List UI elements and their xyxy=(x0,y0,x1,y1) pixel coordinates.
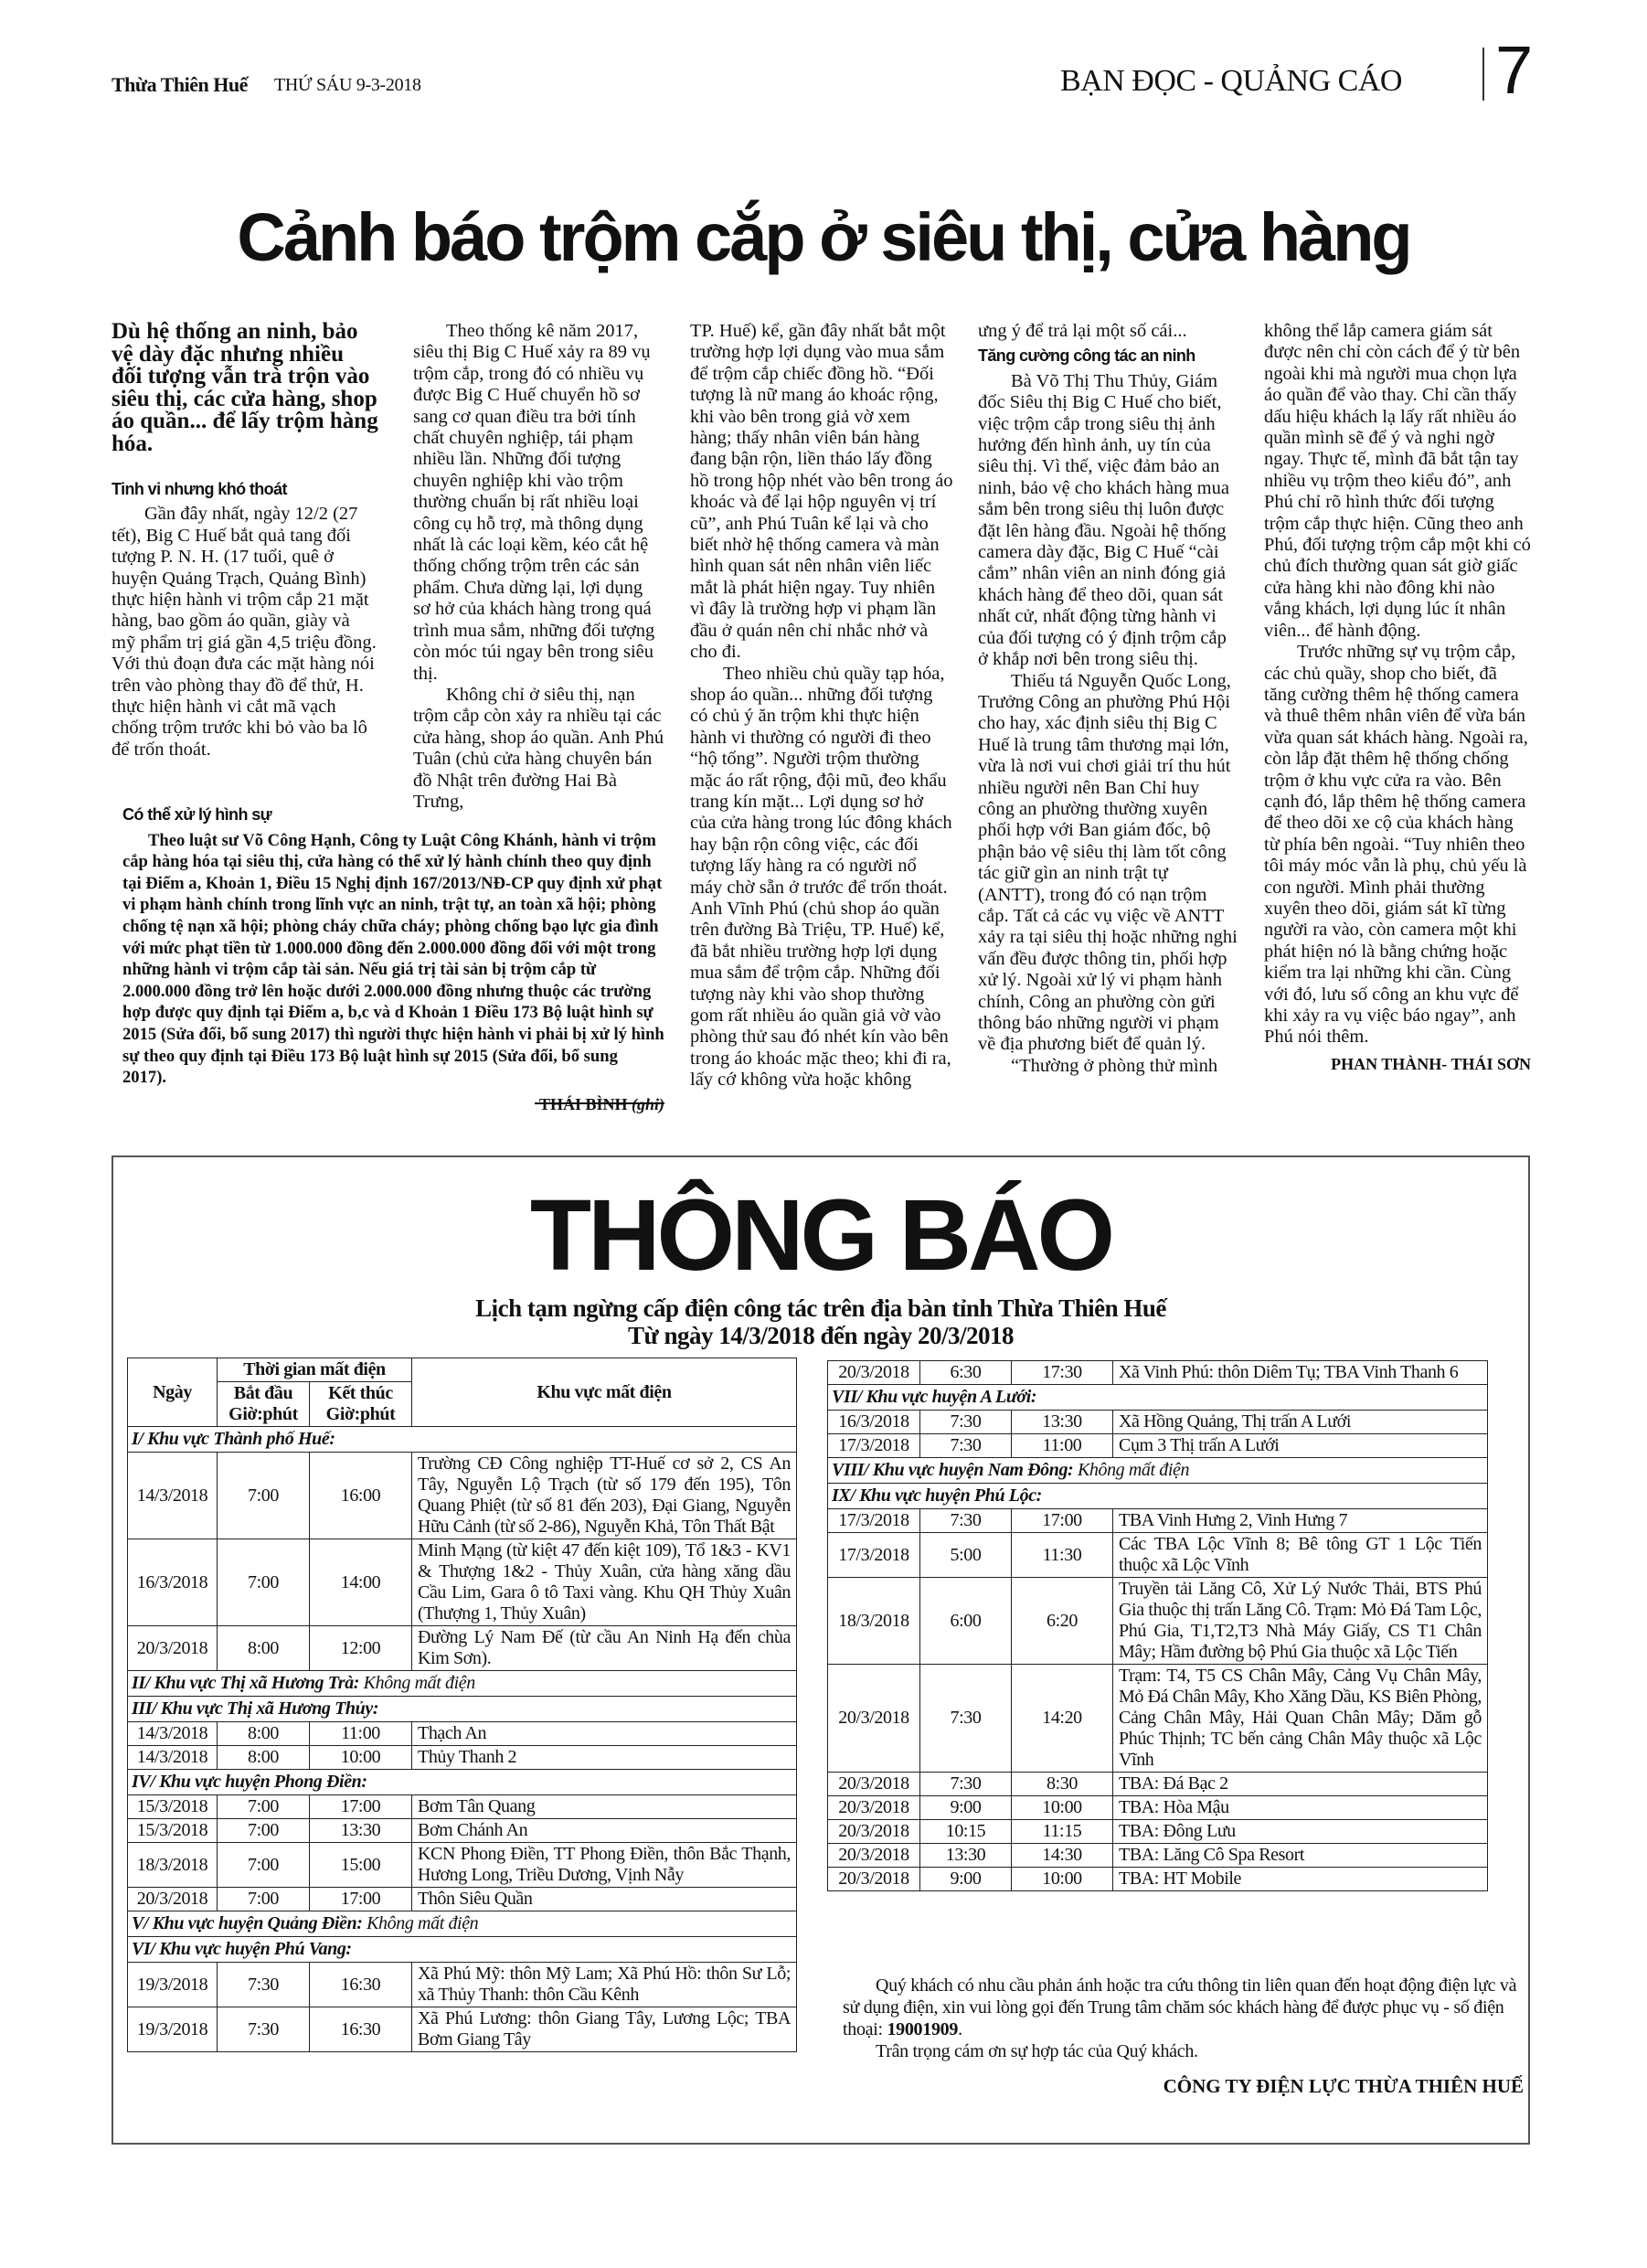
section-row xyxy=(128,1697,797,1722)
cell-date: 18/3/2018 xyxy=(128,1843,218,1888)
cell-start: 9:00 xyxy=(920,1796,1012,1820)
cell-start: 7:30 xyxy=(920,1773,1012,1796)
cell-start: 7:30 xyxy=(920,1434,1012,1458)
header-time-group: Thời gian mất điện xyxy=(218,1358,412,1382)
cell-end: 11:00 xyxy=(1012,1434,1113,1458)
cell-area: Trường CĐ Công nghiệp TT-Huế cơ sở 2, CS An Tây, Nguyễn Lộ Trạch (từ số 179 đến 195), Tôn Quang Phiệt (từ số 81 đến 203), Đại Giang, Nguyễn Hữu Cảnh (từ số 2-86), Nguyễn Khả, Tôn Thất Bật xyxy=(412,1453,797,1539)
cell-date: 19/3/2018 xyxy=(128,1963,218,2007)
cell-end: 11:15 xyxy=(1012,1820,1113,1844)
section-row xyxy=(828,1484,1488,1509)
section-label xyxy=(128,1697,797,1722)
section-note: Không mất điện xyxy=(1077,1460,1190,1480)
table-row xyxy=(828,1578,1488,1665)
table-row xyxy=(128,1453,797,1539)
outage-table-right xyxy=(827,1360,1488,1891)
legal-heading: Có thể xử lý hình sự xyxy=(122,805,272,824)
table-row xyxy=(828,1820,1488,1844)
section-row xyxy=(828,1458,1488,1484)
cell-start: 6:00 xyxy=(920,1578,1012,1665)
cell-area: TBA Vinh Hưng 2, Vinh Hưng 7 xyxy=(1113,1509,1488,1533)
cell-end: 11:00 xyxy=(310,1722,412,1746)
header-area: Khu vực mất điện xyxy=(412,1358,797,1427)
section-label xyxy=(828,1385,1488,1411)
cell-end: 15:00 xyxy=(310,1843,412,1888)
cell-start: 10:15 xyxy=(920,1820,1012,1844)
cell-date: 16/3/2018 xyxy=(828,1411,920,1434)
cell-end: 12:00 xyxy=(310,1626,412,1671)
section-row xyxy=(128,1937,797,1963)
cell-end: 14:30 xyxy=(1012,1844,1113,1868)
notice-date-range: Từ ngày 14/3/2018 đến ngày 20/3/2018 xyxy=(627,1322,1014,1349)
page-number: 7 xyxy=(1495,32,1534,108)
cell-end: 13:30 xyxy=(310,1819,412,1843)
cell-date: 20/3/2018 xyxy=(828,1820,920,1844)
section-label xyxy=(828,1484,1488,1509)
cell-date: 16/3/2018 xyxy=(128,1539,218,1626)
cell-area: Bơm Chánh An xyxy=(412,1819,797,1843)
cell-date: 20/3/2018 xyxy=(828,1844,920,1868)
cell-area: TBA: Hòa Mậu xyxy=(1113,1796,1488,1820)
cell-date: 20/3/2018 xyxy=(828,1773,920,1796)
section-label xyxy=(128,1937,797,1963)
cell-start: 13:30 xyxy=(920,1844,1012,1868)
cell-start: 7:00 xyxy=(218,1795,310,1819)
header-divider xyxy=(1482,48,1484,101)
article-paragraph: không thể lắp camera giám sát được nên chỉ còn cách để ý từ bên ngoài khi mà người mua chọn lựa áo quần để vào thay. Chỉ cần thấy dấu hiệu khách lạ lấy rất nhiều áo quần mình sẽ để ý và nghi ngờ ngay. Thực tế, mình đã bắt tận tay nhiều vụ trộm theo kiểu đó”, anh Phú chỉ rõ hình thức đối tượng trộm cắp thực hiện. Cũng theo anh Phú, đối tượng trộm cắp một khi có chủ đích thường quan sát giờ giấc cửa hàng khi nào đông khi nào vắng khách, lợi dụng lúc ít nhân viên... để hành động. xyxy=(1264,321,1531,641)
cell-end: 11:30 xyxy=(1012,1533,1113,1578)
headline-container xyxy=(0,174,1647,302)
cell-date: 14/3/2018 xyxy=(128,1453,218,1539)
cell-end: 16:30 xyxy=(310,1963,412,2007)
table-row xyxy=(128,1963,797,2007)
header-date: Ngày xyxy=(128,1358,218,1427)
article-paragraph: TP. Huế) kể, gần đây nhất bắt một trường hợp lợi dụng vào mua sắm để trộm cắp chiếc đồng hồ. “Đối tượng là nữ mang áo khoác rộng, khi vào bên trong giả vờ xem hàng; thấy nhân viên bán hàng đang bận rộn, liền tháo lấy đồng hồ trong hộp nhét vào bên trong áo khoác và để lại hộp nguyên vị trí cũ”, anh Phú Tuân kể lại và cho biết nhờ hệ thống camera và màn hình quan sát nên nhân viên liếc mắt là phát hiện ngay. Tuy nhiên vì đây là trường hợp vi phạm lần đầu ở quán nên chỉ nhắc nhở và cho đi. xyxy=(690,321,953,663)
company-signature: CÔNG TY ĐIỆN LỰC THỪA THIÊN HUẾ xyxy=(1163,2075,1524,2097)
cell-start: 8:00 xyxy=(218,1626,310,1671)
article-byline: PHAN THÀNH- THÁI SƠN xyxy=(1331,1054,1531,1073)
table-row xyxy=(828,1796,1488,1820)
cell-date: 20/3/2018 xyxy=(128,1626,218,1671)
table-row xyxy=(128,1746,797,1770)
cell-date: 17/3/2018 xyxy=(828,1533,920,1578)
section-label xyxy=(128,1427,797,1453)
cell-date: 14/3/2018 xyxy=(128,1722,218,1746)
section-title: I/ Khu vực Thành phố Huế: xyxy=(132,1429,335,1449)
cell-area: Thạch An xyxy=(412,1722,797,1746)
cell-start: 8:00 xyxy=(218,1722,310,1746)
table-row xyxy=(828,1844,1488,1868)
notice-title: THÔNG BÁO xyxy=(529,1179,1112,1292)
section-title: II/ Khu vực Thị xã Hương Trà: xyxy=(132,1673,360,1693)
table-row xyxy=(128,2007,797,2052)
cell-end: 17:00 xyxy=(310,1888,412,1911)
outage-table-left xyxy=(127,1358,797,2052)
section-note: Không mất điện xyxy=(363,1673,475,1693)
cell-end: 17:30 xyxy=(1012,1361,1113,1385)
cell-end: 10:00 xyxy=(1012,1868,1113,1891)
legal-sidebar xyxy=(122,801,664,1115)
dateline: THỨ SÁU 9-3-2018 xyxy=(274,75,421,95)
hotline-number: 19001909 xyxy=(887,2019,959,2039)
article-paragraph: Thiếu tá Nguyễn Quốc Long, Trưởng Công an phường Phú Hội cho hay, xác định siêu thị Big C Huế là trung tâm thương mại lớn, vừa là nơi vui chơi giải trí thu hút nhiều người nên Ban Chỉ huy công an phường thường xuyên phối hợp với Ban giám đốc, bộ phận bảo vệ siêu thị làm tốt công tác giữ gìn an ninh trật tự (ANTT), trong đó có nạn trộm cắp. Tất cả các vụ việc về ANTT xảy ra tại siêu thị hoặc những nghi vấn đều được thông tin, phối hợp xử lý. Ngoài xử lý vi phạm hành chính, Công an phường còn gửi thông báo những người vi phạm về địa phương biết để quản lý. xyxy=(978,670,1238,1055)
cell-end: 13:30 xyxy=(1012,1411,1113,1434)
legal-byline xyxy=(122,1094,664,1116)
cell-area: Truyền tải Lăng Cô, Xử Lý Nước Thải, BTS Phú Gia thuộc thị trấn Lăng Cô. Trạm: Mỏ Đá Tam Lộc, Phú Gia, T1,T2,T3 Nhà Máy Giấy, CS T1 Chân Mây; Hầm đường bộ Phú Gia thuộc xã Lộc Tiến xyxy=(1113,1578,1488,1665)
cell-start: 6:30 xyxy=(920,1361,1012,1385)
cell-area: Xã Phú Mỹ: thôn Mỹ Lam; Xã Phú Hồ: thôn Sư Lỗ; xã Thủy Thanh: thôn Cầu Kênh xyxy=(412,1963,797,2007)
cell-area: TBA: HT Mobile xyxy=(1113,1868,1488,1891)
legal-divider xyxy=(535,1102,664,1104)
contact-text: Quý khách có nhu cầu phản ánh hoặc tra cứu thông tin liên quan đến hoạt động điện lực và sử dụng điện, xin vui lòng gọi đến Trung tâm chăm sóc khách hàng để được phục vụ - số điện thoại: 19001909. xyxy=(843,1975,1517,2039)
table-row xyxy=(128,1888,797,1911)
cell-date: 14/3/2018 xyxy=(128,1746,218,1770)
article-paragraph: Không chỉ ở siêu thị, nạn trộm cắp còn xảy ra nhiều tại các cửa hàng, shop áo quần. Anh Phú Tuân (chủ cửa hàng chuyên bán đồ Nhật trên đường Hai Bà Trưng, xyxy=(413,684,664,812)
article-paragraph: ưng ý để trả lại một số cái... xyxy=(978,321,1187,341)
cell-end: 6:20 xyxy=(1012,1578,1113,1665)
table-row xyxy=(128,1722,797,1746)
cell-start: 7:30 xyxy=(218,1963,310,2007)
cell-start: 7:30 xyxy=(920,1665,1012,1773)
section-title: VIII/ Khu vực huyện Nam Đông: xyxy=(832,1460,1074,1480)
cell-area: Cụm 3 Thị trấn A Lưới xyxy=(1113,1434,1488,1458)
table-row xyxy=(128,1539,797,1626)
article-headline: Cảnh báo trộm cắp ở siêu thị, cửa hàng xyxy=(237,199,1410,275)
cell-start: 7:30 xyxy=(218,2007,310,2052)
cell-date: 17/3/2018 xyxy=(828,1509,920,1533)
article-column-5 xyxy=(1264,321,1531,1075)
cell-area: Trạm: T4, T5 CS Chân Mây, Cảng Vụ Chân Mây, Mỏ Đá Chân Mây, Kho Xăng Dầu, KS Biên Phòng, Cảng Chân Mây, Hải Quan Chân Mây; Dăm gỗ Phúc Thịnh; TC bến cảng Chân Mây thuộc xã Lộc Vĩnh xyxy=(1113,1665,1488,1773)
cell-area: Xã Hồng Quảng, Thị trấn A Lưới xyxy=(1113,1411,1488,1434)
section-label xyxy=(828,1458,1488,1484)
cell-start: 7:00 xyxy=(218,1819,310,1843)
table-row xyxy=(828,1533,1488,1578)
notice-subtitle: Lịch tạm ngừng cấp điện công tác trên địa bàn tỉnh Thừa Thiên Huế xyxy=(475,1294,1166,1322)
cell-start: 7:00 xyxy=(218,1453,310,1539)
cell-date: 20/3/2018 xyxy=(128,1888,218,1911)
article-column-4 xyxy=(978,321,1239,1077)
header-end: Kết thúc Giờ:phút xyxy=(310,1382,412,1427)
cell-end: 16:00 xyxy=(310,1453,412,1539)
section-title: V/ Khu vực huyện Quảng Điền: xyxy=(132,1913,363,1933)
cell-start: 9:00 xyxy=(920,1868,1012,1891)
section-title: III/ Khu vực Thị xã Hương Thủy: xyxy=(132,1698,379,1719)
table-row xyxy=(128,1795,797,1819)
cell-area: Xã Phú Lương: thôn Giang Tây, Lương Lộc; TBA Bơm Giang Tây xyxy=(412,2007,797,2052)
section-row xyxy=(128,1427,797,1453)
cell-date: 18/3/2018 xyxy=(828,1578,920,1665)
contact-message: Quý khách có nhu cầu phản ánh hoặc tra cứu thông tin liên quan đến hoạt động điện lực và sử dụng điện, xin vui lòng gọi đến Trung tâm chăm sóc khách hàng để được phục vụ - số điện thoại: xyxy=(843,1975,1517,2039)
cell-area: Các TBA Lộc Vĩnh 8; Bê tông GT 1 Lộc Tiến thuộc xã Lộc Vĩnh xyxy=(1113,1533,1488,1578)
section-name: BẠN ĐỌC - QUẢNG CÁO xyxy=(1060,64,1402,98)
section-title: IV/ Khu vực huyện Phong Điền: xyxy=(132,1772,367,1792)
cell-start: 5:00 xyxy=(920,1533,1012,1578)
cell-area: Thủy Thanh 2 xyxy=(412,1746,797,1770)
cell-area: Bơm Tân Quang xyxy=(412,1795,797,1819)
thanks-text: Trân trọng cám ơn sự hợp tác của Quý khách. xyxy=(876,2041,1198,2061)
cell-area: TBA: Lăng Cô Spa Resort xyxy=(1113,1844,1488,1868)
article-paragraph: “Thường ở phòng thử mình xyxy=(1011,1055,1218,1076)
masthead: Thừa Thiên Huế xyxy=(112,73,248,96)
cell-start: 7:00 xyxy=(218,1888,310,1911)
section-row xyxy=(128,1671,797,1697)
cell-area: Thôn Siêu Quần xyxy=(412,1888,797,1911)
cell-date: 19/3/2018 xyxy=(128,2007,218,2052)
article-column-1 xyxy=(112,321,378,761)
section-row xyxy=(828,1385,1488,1411)
table-row xyxy=(828,1509,1488,1533)
legal-body: Theo luật sư Võ Công Hạnh, Công ty Luật Công Khánh, hành vi trộm cắp hàng hóa tại siêu thị, cửa hàng có thể xử lý hành chính theo quy định tại Điểm a, Khoản 1, Điều 15 Nghị định 167/2013/NĐ-CP quy định xử phạt vi phạm hành chính trong lĩnh vực an ninh, trật tự, an toàn xã hội; phòng chống tệ nạn xã hội; phòng cháy chữa cháy; phòng chống bạo lực gia đình với mức phạt tiền từ 1.000.000 đồng đến 2.000.000 đồng đối với một trong những hành vi trộm cắp tài sản. Nếu giá trị tài sản bị trộm cắp từ 2.000.000 đồng trở lên hoặc dưới 2.000.000 đồng nhưng thuộc các trường hợp được quy định tại Điểm a, b,c và d Khoản 1 Điều 173 Bộ luật hình sự 2015 (Sửa đổi, bổ sung 2017) thì người thực hiện hành vi phải bị xử lý hình sự theo quy định tại Điều 173 Bộ luật hình sự 2015 (Sửa đổi, bổ sung 2017). xyxy=(122,830,664,1088)
cell-area: Đường Lý Nam Đế (từ cầu An Ninh Hạ đến chùa Kim Sơn). xyxy=(412,1626,797,1671)
cell-date: 17/3/2018 xyxy=(828,1434,920,1458)
cell-area: KCN Phong Điền, TT Phong Điền, thôn Bắc Thạnh, Hương Long, Triều Dương, Vịnh Nẫy xyxy=(412,1843,797,1888)
section-row xyxy=(128,1770,797,1795)
table-row xyxy=(828,1411,1488,1434)
table-row xyxy=(828,1868,1488,1891)
cell-end: 14:00 xyxy=(310,1539,412,1626)
article-paragraph: Trước những sự vụ trộm cắp, các chủ quầy, shop cho biết, đã tăng cường thêm hệ thống camera và thuê thêm nhân viên để vừa bán vừa quan sát khách hàng. Ngoài ra, còn lắp đặt thêm hệ thống chống trộm ở khu vực cửa ra vào. Bên cạnh đó, lắp thêm hệ thống camera để theo dõi xe cộ của khách hàng từ phía bên ngoài. “Tuy nhiên theo tôi máy móc vẫn là phụ, chủ yếu là con người. Mình phải thường xuyên theo dõi, giám sát kĩ từng người ra vào, còn camera một khi phát hiện nó là bằng chứng hoặc kiểm tra lại những khi cần. Cùng với đó, lưu số công an khu vực để khi xảy ra vụ việc báo ngay”, anh Phú nói thêm. xyxy=(1264,642,1528,1048)
section-title: VII/ Khu vực huyện A Lưới: xyxy=(832,1387,1037,1407)
cell-end: 16:30 xyxy=(310,2007,412,2052)
article-paragraph: Bà Võ Thị Thu Thủy, Giám đốc Siêu thị Big C Huế cho biết, việc trộm cắp trong siêu thị ảnh hưởng đến hình ảnh, uy tín của siêu thị. Vì thế, việc đảm bảo an ninh, bảo vệ cho khách hàng mua sắm bên trong siêu thị luôn được đặt lên hàng đầu. Ngoài hệ thống camera dày đặc, Big C Huế “cài cắm” nhân viên an ninh đóng giả khách hàng để theo dõi, quan sát nhất cử, nhất động từng hành vi của đối tượng có ý định trộm cắp ở khắp nơi bên trong siêu thị. xyxy=(978,370,1229,670)
cell-area: TBA: Đá Bạc 2 xyxy=(1113,1773,1488,1796)
cell-area: Minh Mạng (từ kiệt 47 đến kiệt 109), Tổ 1&3 - KV1 & Thượng 1&2 - Thủy Xuân, cửa hàng xăng dầu Cầu Lim, Gara ô tô Taxi vàng. Khu QH Thủy Xuân (Thượng 1, Thủy Xuân) xyxy=(412,1539,797,1626)
cell-start: 8:00 xyxy=(218,1746,310,1770)
section-label xyxy=(128,1671,797,1697)
section-title: VI/ Khu vực huyện Phú Vang: xyxy=(132,1939,352,1959)
cell-date: 20/3/2018 xyxy=(828,1868,920,1891)
cell-end: 8:30 xyxy=(1012,1773,1113,1796)
section-label xyxy=(128,1911,797,1937)
table-row xyxy=(828,1665,1488,1773)
article-paragraph: Theo nhiều chủ quầy tạp hóa, shop áo quần... những đối tượng có chủ ý ăn trộm khi thực hiện hành vi thường có người đi theo “hộ tống”. Người trộm thường mặc áo rất rộng, đội mũ, đeo khẩu trang kín mặt... Lợi dụng sơ hở của cửa hàng trong lúc đông khách hay bận rộn công việc, các đối tượng lấy hàng ra có người nổ máy chờ sẵn ở trước để trốn thoát. Anh Vĩnh Phú (chủ shop áo quần trên đường Bà Triệu, TP. Huế) kể, đã bắt nhiều trường hợp lợi dụng mua sắm để trộm cắp. Những đối tượng này khi vào shop thường gom rất nhiều áo quần giả vờ vào phòng thử sau đó nhét kín vào bên trong áo khoác mặc theo; khi đi ra, lấy cớ không vừa hoặc không xyxy=(690,663,952,1091)
article-column-2 xyxy=(413,321,664,813)
article-column-3 xyxy=(690,321,953,1091)
cell-start: 7:00 xyxy=(218,1539,310,1626)
section-label xyxy=(128,1770,797,1795)
section-title: IX/ Khu vực huyện Phú Lộc: xyxy=(832,1485,1042,1506)
cell-end: 10:00 xyxy=(310,1746,412,1770)
cell-start: 7:30 xyxy=(920,1509,1012,1533)
cell-start: 7:30 xyxy=(920,1411,1012,1434)
cell-date: 15/3/2018 xyxy=(128,1795,218,1819)
cell-date: 15/3/2018 xyxy=(128,1819,218,1843)
cell-area: TBA: Đông Lưu xyxy=(1113,1820,1488,1844)
section-note: Không mất điện xyxy=(367,1913,479,1933)
table-row xyxy=(128,1819,797,1843)
cell-date: 20/3/2018 xyxy=(828,1361,920,1385)
cell-end: 17:00 xyxy=(1012,1509,1113,1533)
article-lede: Dù hệ thống an ninh, bảo vệ dày đặc nhưng nhiều đối tượng vẫn trà trộn vào siêu thị, các cửa hàng, shop áo quần... để lấy trộm hàng hóa. xyxy=(112,319,378,456)
cell-start: 7:00 xyxy=(218,1843,310,1888)
article-paragraph: Gần đây nhất, ngày 12/2 (27 tết), Big C Huế bắt quả tang đối tượng P. N. H. (17 tuổi, quê ở huyện Quảng Trạch, Quảng Bình) thực hiện hành vi trộm cắp 21 mặt hàng, bao gồm áo quần, giày và mỹ phẩm trị giá gần 4,5 triệu đồng. Với thủ đoạn đưa các mặt hàng nói trên vào phòng thay đồ để thử, H. thực hiện hành vi cắt mã vạch chống trộm trước khi bỏ vào ba lô để trốn thoát. xyxy=(112,504,377,760)
section-row xyxy=(128,1911,797,1937)
article-paragraph: Theo thống kê năm 2017, siêu thị Big C Huế xảy ra 89 vụ trộm cắp, trong đó có nhiều vụ được Big C Huế chuyển hồ sơ sang cơ quan điều tra bởi tính chất chuyên nghiệp, tái phạm nhiều lần. Những đối tượng chuyên nghiệp khi vào trộm thường chuẩn bị rất nhiều loại công cụ hỗ trợ, mà thông dụng nhất là các loại kềm, kéo cắt hệ thống chống trộm trên các sản phẩm. Chưa dừng lại, lợi dụng sơ hở của khách hàng trong quá trình mua sắm, những đối tượng còn móc túi ngay bên trong siêu thị. xyxy=(413,321,655,684)
article-subheading: Tăng cường công tác an ninh xyxy=(978,346,1195,366)
table-row xyxy=(128,1843,797,1888)
table-row xyxy=(828,1361,1488,1385)
table-row xyxy=(828,1434,1488,1458)
header-start: Bắt đầu Giờ:phút xyxy=(218,1382,310,1427)
cell-end: 14:20 xyxy=(1012,1665,1113,1773)
cell-area: Xã Vinh Phú: thôn Diêm Tụ; TBA Vinh Thanh 6 xyxy=(1113,1361,1488,1385)
cell-date: 20/3/2018 xyxy=(828,1665,920,1773)
notice-title-container xyxy=(113,1181,1528,1291)
cell-date: 20/3/2018 xyxy=(828,1796,920,1820)
notice-footer xyxy=(843,1975,1524,2062)
cell-end: 17:00 xyxy=(310,1795,412,1819)
table-row xyxy=(828,1773,1488,1796)
cell-end: 10:00 xyxy=(1012,1796,1113,1820)
table-row xyxy=(128,1626,797,1671)
article-subheading: Tinh vi nhưng khó thoát xyxy=(112,480,287,498)
